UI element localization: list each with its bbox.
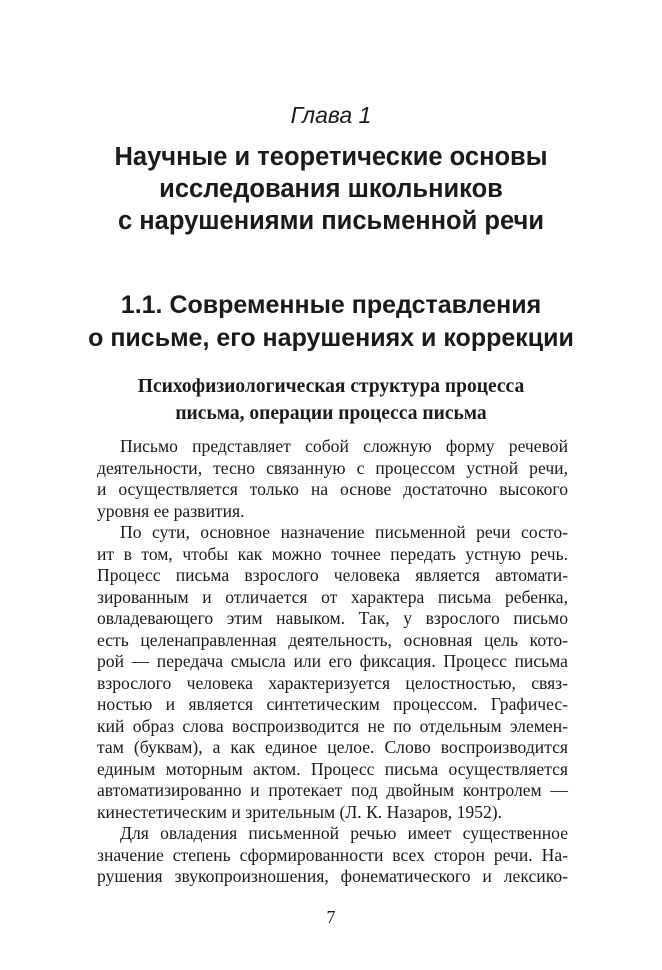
section-line: о письме, его нарушениях и коррекции xyxy=(88,324,574,352)
chapter-label: Глава 1 xyxy=(290,102,372,128)
title-line: Научные и теоретические основы xyxy=(114,143,548,171)
body-text xyxy=(97,436,568,888)
body-line: и осуществляется только на основе достаточно высокого xyxy=(97,479,568,499)
body-line: ностью и является синтетическим процессом. Графичес- xyxy=(97,694,568,714)
body-line: рушения звукопроизношения, фонематического и лексико- xyxy=(97,866,568,886)
title-line: с нарушениями письменной речи xyxy=(117,207,545,235)
chapter-title xyxy=(0,141,662,237)
body-line: Для овладения письменной речью имеет существенное xyxy=(120,823,568,843)
body-line: Процесс письма взрослого человека является автомати- xyxy=(97,565,568,585)
body-line: ит в том, чтобы как можно точнее передать устную речь. xyxy=(97,543,568,564)
body-line: рой — передача смысла или его фиксация. Процесс письма xyxy=(97,651,568,671)
body-line: взрослого человека характеризуется целостностью, связ- xyxy=(97,672,568,693)
body-line: там (буквам), а как единое целое. Слово воспроизводится xyxy=(97,737,568,757)
title-line: исследования школьников xyxy=(159,175,503,203)
body-line: кий образ слова воспроизводится не по отдельным элемен- xyxy=(97,715,568,736)
body-line: По сути, основное назначение письменной речи состо- xyxy=(120,522,568,542)
body-line: кинестетическим и зрительным (Л. К. Назаров, 1952). xyxy=(97,801,503,822)
body-line: зированным и отличается от характера письма ребенка, xyxy=(97,586,568,607)
body-line: Письмо представляет собой сложную форму речевой xyxy=(120,436,568,456)
body-line: значение степень сформированности всех сторон речи. На- xyxy=(97,844,568,865)
body-line: уровня ее развития. xyxy=(97,500,245,521)
section-heading xyxy=(0,289,662,355)
subheading xyxy=(0,373,662,427)
subheading-line: Психофизиологическая структура процесса xyxy=(137,376,525,397)
body-line: единым моторным актом. Процесс письма осуществляется xyxy=(97,758,568,779)
page-number: 7 xyxy=(326,907,336,927)
section-line: 1.1. Современные представления xyxy=(120,291,542,319)
body-line: есть целенаправленная деятельность, основная цель кото- xyxy=(97,629,568,650)
body-line: деятельности, тесно связанную с процессом устной речи, xyxy=(97,457,568,478)
subheading-line: письма, операции процесса письма xyxy=(175,403,487,424)
body-line: овладевающего этим навыком. Так, у взрослого письмо xyxy=(97,608,568,628)
body-line: автоматизированно и протекает под двойным контролем — xyxy=(97,780,568,800)
